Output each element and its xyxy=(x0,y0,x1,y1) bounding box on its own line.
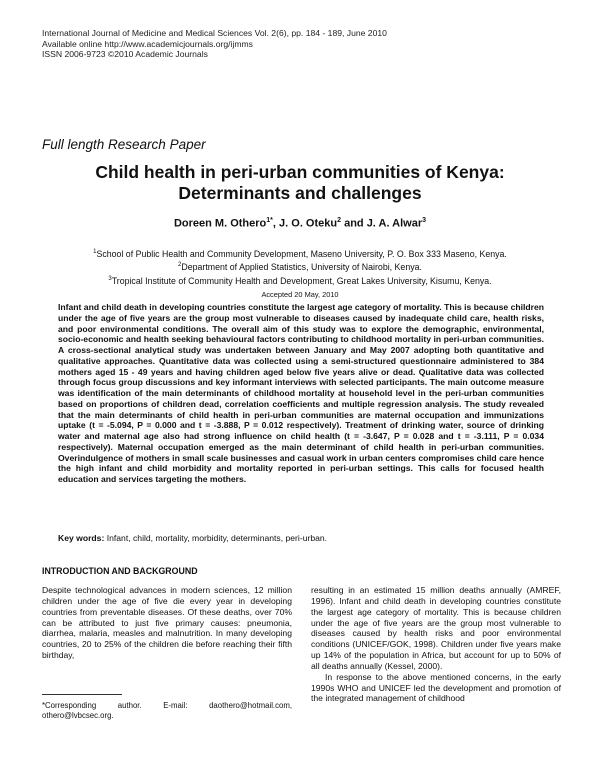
paragraph: In response to the above mentioned concerns, in the early 1990s WHO and UNICEF led the development and promotion of the integrated management of childhood xyxy=(311,671,561,704)
accepted-date: Accepted 20 May, 2010 xyxy=(261,290,339,299)
footnote-email-1: daothero@hotmail.com, xyxy=(209,701,292,710)
author-2-name: J. O. Oteku xyxy=(279,217,338,230)
author-separator: and xyxy=(341,217,367,230)
author-1-name: Doreen M. Othero xyxy=(173,217,267,230)
paper-title xyxy=(40,162,560,204)
author-list xyxy=(40,217,560,230)
journal-issn: ISSN 2006-9723 ©2010 Academic Journals xyxy=(42,49,208,60)
title-line-2: Determinants and challenges xyxy=(178,183,422,203)
footnote-word: E-mail: xyxy=(163,701,188,710)
paper-type: Full length Research Paper xyxy=(42,137,206,152)
body-column-right xyxy=(311,585,561,704)
keywords-label: Key words: xyxy=(58,533,105,543)
keywords xyxy=(58,533,544,543)
author-2-sup: 2 xyxy=(337,217,342,224)
footnote-word: author. xyxy=(117,701,142,710)
author-3-name: J. A. Alwar xyxy=(366,217,423,230)
journal-citation: International Journal of Medicine and Medical Sciences Vol. 2(6), pp. 184 - 189, June 2010 xyxy=(42,28,387,38)
keywords-text: Infant, child, mortality, morbidity, determinants, peri-urban. xyxy=(104,533,328,543)
section-heading: INTRODUCTION AND BACKGROUND xyxy=(42,566,198,576)
affiliation-3: $^3$Tropical Institute of Community Health and Development, Great Lakes University, Kisumu, Kenya. xyxy=(108,275,492,286)
footnote-line-1 xyxy=(42,701,292,711)
title-line-1: Child health in peri-urban communities of Kenya: xyxy=(95,162,505,182)
journal-url: Available online http://www.academicjournals.org/ijmms xyxy=(42,38,253,49)
author-separator: , xyxy=(272,217,280,230)
affiliations xyxy=(40,247,560,287)
corresponding-author-footnote xyxy=(42,701,292,721)
affiliation-2: $^2$Department of Applied Statistics, University of Nairobi, Kenya. xyxy=(178,262,422,273)
footnote-email-2: othero@lvbcsec.org. xyxy=(42,711,114,721)
affiliation-1: $^1$School of Public Health and Community Development, Maseno University, P. O. Box 333 Maseno, Kenya. xyxy=(93,248,507,259)
journal-header xyxy=(42,28,387,60)
footnote-rule xyxy=(42,694,122,695)
abstract: Infant and child death in developing countries constitute the largest age category of mortality. This is because children under the age of five years are the group most vulnerable to diseases caused by inadequate child care, health risks, and poor environmental conditions. The overall aim of this study was to explore the demographic, environmental, socio-economic and health seeking behavioural factors contributing to childhood mortality in peri-urban communities. A cross-sectional analytical study was undertaken between January and May 2007 adopting both quantitative and qualitative approaches. Quantitative data was collected using a semi-structured questionnaire administered to 384 mothers aged 15 - 49 years and having children aged below five years alive or dead. Qualitative data was collected through focus group discussions and key informant interviews with selected participants. The main outcome measure was identification of the main determinants of childhood mortality at household level in the peri-urban communities based on proportions of children dead, correlation coefficients and multiple regression analysis. The study revealed that the main determinants of child health in peri-urban communities are maternal occupation and immunizations uptake (t = -5.094, P = 0.000 and t = -3.888, P = 0.012 respectively). Treatment of drinking water, source of drinking water and maternal age also had strong influence on child health (t = -3.647, P = 0.028 and t = -3.111, P = 0.034 respectively). Maternal occupation emerged as the main determinant of child health in peri-urban communities. Overindulgence of mothers in small scale businesses and casual work in urban centers compromises child care hence the high infant and child morbidity and mortality reported in peri-urban settings. This calls for focused health education and services targeting the mothers. xyxy=(58,302,544,484)
author-1-sup: 1* xyxy=(266,217,273,224)
paragraph: resulting in an estimated 15 million deaths annually (AMREF, 1996). Infant and child death in developing countries constitute the largest age category of mortality. This is because children under the age of five years are the group most vulnerable to diseases caused by health risks and poor environmental conditions (UNICEF/GOK, 1998). Children under five years make up 14% of the population in Africa, but account for up to 50% of all deaths annually (Kessel, 2000). xyxy=(311,585,561,671)
body-column-left: Despite technological advances in modern sciences, 12 million children under the age of five die every year in developing countries from preventable diseases. Of these deaths, over 70% can be attributed to just five primary causes: pneumonia, diarrhea, malaria, measles and malnutrition. In many developing countries, 20 to 25% of the children die before reaching their fifth birthday, xyxy=(42,585,292,661)
footnote-label: *Corresponding xyxy=(42,701,97,710)
author-3-sup: 3 xyxy=(422,217,427,224)
